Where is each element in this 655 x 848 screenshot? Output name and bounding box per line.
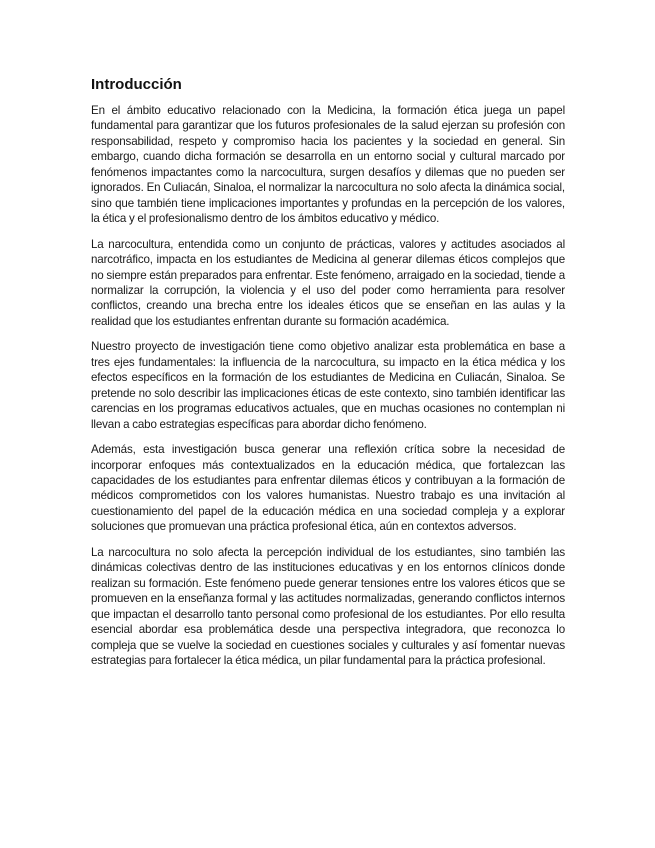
paragraph-5: La narcocultura no solo afecta la percepción individual de los estudiantes, sino también las dinámicas colectivas dentro de las instituciones educativas y en los entornos clínicos donde realizan su formación. Este fenómeno puede generar tensiones entre los valores éticos que se promueven en la enseñanza formal y las actitudes normalizadas, generando conflictos internos que impactan el desarrollo tanto personal como profesional de los estudiantes. Por ello resulta esencial abordar esa problemática desde una perspectiva integradora, que reconozca lo compleja que se vuelve la sociedad en cuestiones sociales y culturales y así fomentar nuevas estrategias para fortalecer la ética médica, un pilar fundamental para la práctica profesional. (91, 545, 565, 667)
section-title: Introducción (91, 76, 182, 93)
paragraph-4: Además, esta investigación busca generar una reflexión crítica sobre la necesidad de incorporar enfoques más contextualizados en la educación médica, que fortalezcan las capacidades de los estudiantes para enfrentar dilemas éticos y contribuyan a la formación de médicos comprometidos con los valores humanistas. Nuestro trabajo es una invitación al cuestionamiento del papel de la educación médica en una sociedad compleja y a explorar soluciones que promuevan una práctica profesional ética, aún en contextos adversos. (91, 443, 565, 534)
paragraph-1: En el ámbito educativo relacionado con la Medicina, la formación ética juega un papel fundamental para garantizar que los futuros profesionales de la salud ejerzan su profesión con responsabilidad, respeto y compromiso hacia los pacientes y la sociedad en general. Sin embargo, cuando dicha formación se desarrolla en un entorno social y cultural marcado por fenómenos impactantes como la narcocultura, surgen desafíos y dilemas que no pueden ser ignorados. En Culiacán, Sinaloa, el normalizar la narcocultura no solo afecta la dinámica social, sino que también tiene implicaciones importantes y profundas en la percepción de los valores, la ética y el profesionalismo dentro de los ámbitos educativo y médico. (91, 104, 565, 226)
paragraph-2: La narcocultura, entendida como un conjunto de prácticas, valores y actitudes asociados al narcotráfico, impacta en los estudiantes de Medicina al generar dilemas éticos complejos que no siempre están preparados para enfrentar. Este fenómeno, arraigado en la sociedad, tiende a normalizar la corrupción, la violencia y el uso del poder como herramienta para resolver conflictos, creando una brecha entre los ideales éticos que se enseñan en las aulas y la realidad que los estudiantes enfrentan durante su formación académica. (91, 237, 565, 328)
document-page (91, 76, 565, 678)
paragraph-3: Nuestro proyecto de investigación tiene como objetivo analizar esta problemática en base a tres ejes fundamentales: la influencia de la narcocultura, su impacto en la ética médica y los efectos específicos en la formación de los estudiantes de Medicina en Culiacán, Sinaloa. Se pretende no solo describir las implicaciones éticas de este contexto, sino también identificar las carencias en los programas educativos actuales, que en muchas ocasiones no contemplan ni llevan a cabo estrategias específicas para abordar dicho fenómeno. (91, 340, 565, 431)
